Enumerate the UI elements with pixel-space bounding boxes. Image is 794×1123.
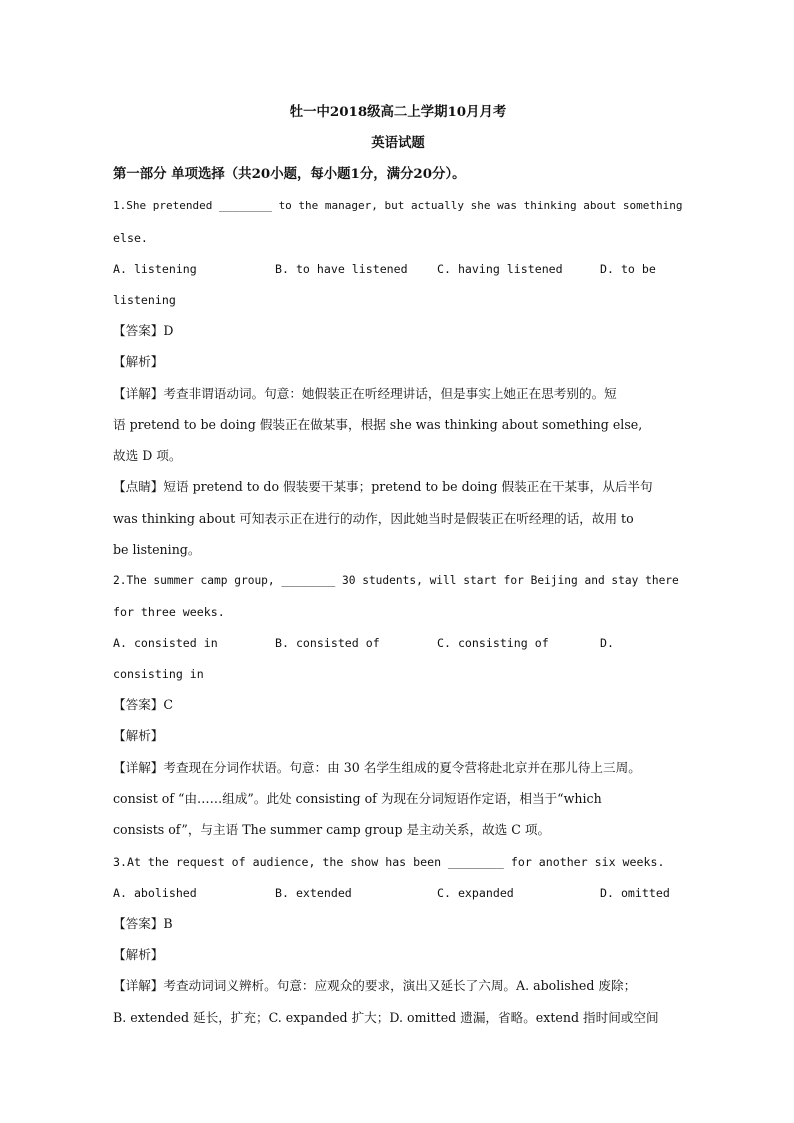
question-1-stem [113,196,683,216]
question-1-tip-line: was thinking about 可知表示正在进行的动作，因此她当时是假装正在听经理的话，故用 to [113,511,634,526]
question-2-options [113,633,683,653]
question-2-stem-line2: for three weeks. [113,605,225,619]
question-3-detail-line: B. extended 延长，扩充；C. expanded 扩大；D. omitted 遗漏，省略。extend 指时间或空间 [113,1010,659,1025]
question-1-options [113,259,683,279]
question-1-detail-line: 【详解】考查非谓语动词。句意：她假装正在听经理讲话，但是事实上她正在思考别的。短 [113,386,617,401]
question-1-answer: 【答案】D [113,323,174,338]
option-b: B. extended [275,886,352,900]
question-3-options [113,883,683,903]
question-2-answer: 【答案】C [113,697,174,712]
question-3-stem-line1: 3.At the request of audience, the show has been ________ for another six weeks. [113,855,665,869]
option-b: B. consisted of [275,636,380,650]
option-c: C. consisting of [437,636,549,650]
question-1-tip-line: 【点睛】短语 pretend to do 假装要干某事；pretend to be doing 假装正在干某事，从后半句 [113,479,653,494]
option-a: A. abolished [113,886,197,900]
question-3-detail-line: 【详解】考查动词词义辨析。句意：应观众的要求，演出又延长了六周。A. abolished 废除； [113,978,637,993]
option-d: D. [600,636,614,650]
question-1-detail-line: 语 pretend to be doing 假装正在做某事，根据 she was thinking about something else, [113,417,643,432]
question-2-detail-line: consist of “由……组成”。此处 consisting of 为现在分词短语作定语，相当于“which [113,791,602,806]
question-1-stem-line2: else. [113,231,148,245]
option-c: C. having listened [437,262,563,276]
question-1-detail-line: 故选 D 项。 [113,448,182,463]
option-a: A. listening [113,262,197,276]
question-1-stem-line1: 1.She pretended ________ to the manager, but actually she was thinking about something [113,199,683,212]
question-2-stem-line1: 2.The summer camp group, ________ 30 students, will start for Beijing and stay there [113,574,679,587]
option-b: B. to have listened [275,262,408,276]
question-2-option-continuation: consisting in [113,667,204,681]
option-d: D. omitted [600,886,670,900]
option-d: D. to be [600,262,656,276]
option-a: A. consisted in [113,636,218,650]
question-1-option-continuation: listening [113,293,176,307]
document-title: 牡一中2018级高二上学期10月月考 [289,104,507,120]
document-subtitle: 英语试题 [371,135,425,151]
section-heading: 第一部分 单项选择（共20小题，每小题1分，满分20分）。 [113,166,466,182]
question-3-answer: 【答案】B [113,916,173,931]
question-2-analysis-label: 【解析】 [113,728,164,743]
option-c: C. expanded [437,886,514,900]
question-1-analysis-label: 【解析】 [113,354,164,369]
question-2-detail-line: consists of”，与主语 The summer camp group 是主动关系，故选 C 项。 [113,822,551,837]
question-3-analysis-label: 【解析】 [113,947,164,962]
question-1-tip-line: be listening。 [113,542,201,557]
question-2-detail-line: 【详解】考查现在分词作状语。句意：由 30 名学生组成的夏令营将赴北京并在那儿待上三周。 [113,760,641,775]
